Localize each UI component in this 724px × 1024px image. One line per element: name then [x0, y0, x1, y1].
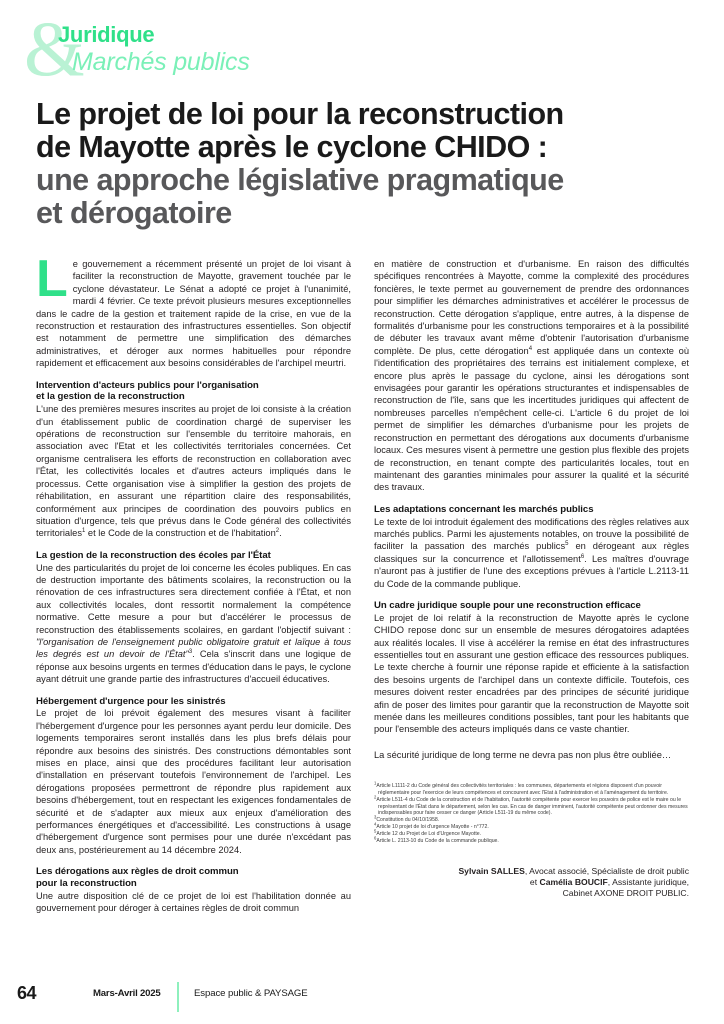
footnote-text: Article 12 du Projet de Loi d'Urgence Mayotte. — [376, 831, 482, 838]
section-heading-4-line-2: pour la reconstruction — [36, 878, 137, 890]
footnote-item — [374, 828, 689, 838]
footnote-text: Constitution du 04/10/1958. — [376, 817, 440, 824]
footnote-text: Article L. 2113-10 du Code de la commande publique. — [376, 838, 499, 845]
ampersand-ornament: & — [24, 5, 85, 92]
signature-firm: Cabinet AXONE DROIT PUBLIC. — [562, 888, 689, 899]
author-name-primary: Sylvain SALLES — [458, 866, 525, 877]
section-2-quote: "l'organisation de l'enseignement public obligatoire gratuit et laïque à tous les degrés est un devoir de l'État" — [36, 636, 351, 660]
footnote-number: 6 — [374, 835, 377, 841]
footnote-number: 5 — [374, 828, 377, 834]
continuation-text-pre: en matière de construction et d'urbanisme. En raison des difficultés spécifiques rencontrées à Mayotte, comme la complexité des procédures foncières, le texte permet au gouvernement de prendre des ordonnances pour simplifier les démarches administratives et accélérer le processus de reconstruction. Cette dérogation s'applique, entre autres, à la dispense de formalités d'urbanisme pour les constructions temporaires et à la possibilité de débuter les travaux avant même d'obtenir l'autorisation d'urbanisme complète. De plus, cette dérogation — [374, 259, 689, 356]
article-column-left — [36, 250, 351, 915]
section-2-body — [36, 562, 351, 686]
footer-divider — [177, 982, 179, 1012]
page-footer — [0, 983, 724, 1024]
footnote-text: Article 10 projet de loi d'urgence Mayotte - n°772. — [376, 824, 489, 831]
page-number: 64 — [17, 983, 37, 1003]
continuation-paragraph — [374, 258, 689, 494]
section-3-body: Le projet de loi prévoit également des mesures visant à faciliter l'hébergement d'urgence pour les personnes ayant perdu leur domicile. Des logements temporaires seront installés dans les plus brefs délais pour répondre aux besoins des sinistrés. Des constructions démontables sont mises en place, ainsi que des procédures facilitant leur autorisation d'installation en préservant toutefois l'environnement de l'archipel. Les dérogations proposées permettront de répondre plus rapidement aux besoins d'hébergement, tout en respectant les exigences fondamentales de sécurité et de s'adapter aux mieux aux enjeux d'amélioration des performances énergétiques et d'accessibilité. Les constructions à usage d'hébergement d'urgence sont permises pour une durée n'excédant pas deux ans, postérieurement au 14 décembre 2024. — [36, 708, 351, 855]
title-line-3: une approche législative pragmatique — [36, 163, 564, 197]
section-5-text-mid: en dérogeant aux règles classiques sur la concurrence et l'allotissement — [374, 541, 689, 564]
magazine-name: Espace public & PAYSAGE — [194, 988, 308, 999]
author-signature — [374, 866, 689, 900]
footnote-number: 1 — [374, 780, 377, 786]
footnote-item — [374, 794, 689, 820]
section-5-text-post: . Les maîtres d'ouvrage n'auront pas à justifier de l'une des exceptions prévues à l'article L.2113-11 du Code de la commande publique. — [374, 553, 690, 589]
footnote-number: 2 — [374, 794, 377, 800]
section-heading-2 — [36, 550, 351, 562]
issue-date: Mars-Avril 2025 — [93, 988, 161, 999]
footnotes-block — [374, 780, 689, 845]
section-heading-5 — [374, 504, 689, 516]
footnote-item — [374, 780, 689, 796]
author-role-primary: , Avocat associé, Spécialiste de droit public — [524, 866, 689, 877]
section-heading-4 — [36, 866, 351, 890]
section-6-body: Le projet de loi relatif à la reconstruction de Mayotte après le cyclone CHIDO repose donc sur un ensemble de mesures dérogatoires adaptées aux réalités locales. Il vise à accélérer la remise en état des infrastructures essentielles tout en assurant une gestion efficace des ressources publiques. Le texte cherche à fournir une réponse rapide et efficiente à la satisfaction des besoins urgents de l'archipel dans un contexte difficile. Toutefois, ces mesures doivent rester encadrées par des principes de sécurité juridique afin de poser des limites pour garantir que la reconstruction de Mayotte soit menée dans les meilleures conditions possibles, tant pour les habitants que pour l'ensemble des acteurs impliqués dans ce vaste chantier. — [374, 612, 689, 735]
signature-line-2 — [374, 877, 689, 888]
rubric-line-juridique: Juridique — [58, 22, 155, 47]
section-4-body: Une autre disposition clé de ce projet de loi est l'habilitation donnée au gouvernement pour déroger à certaines règles de droit commun — [36, 890, 351, 914]
section-1-body — [36, 403, 351, 539]
section-heading-4-line-1: Les dérogations aux règles de droit commun — [36, 866, 239, 878]
section-2-text-pre: Une des particularités du projet de loi concerne les écoles publiques. En cas de destruction importante des bâtiments scolaires, la reconstruction ou la rénovation de ces infrastructures sera directement confiée à l'État, et non aux collectivités locales, dont ressortit normalement la compétence normative. Cette mesure a pour but d'accélérer le processus de reconstruction des établissements scolaires, en gardant l'objectif suivant : — [36, 562, 351, 635]
article-title — [36, 98, 696, 230]
section-heading-3-line-1: Hébergement d'urgence pour les sinistrés — [36, 695, 226, 707]
footnote-ref-4: 4 — [528, 345, 533, 352]
section-1-text-mid: et le Code de la construction et de l'habitation — [85, 528, 276, 539]
footnote-item — [374, 835, 689, 845]
intro-paragraph — [36, 250, 351, 370]
author-role-secondary: , Assistante juridique, — [607, 877, 689, 888]
article-column-right — [374, 258, 689, 900]
section-2-text-post: . Cela s'inscrit dans une logique de réponse aux besoins urgents en termes d'éducation dans le pays, le cyclone ayant détruit une grande partie des infrastructures d'accueil éducatives. — [36, 649, 351, 685]
footnote-number: 4 — [374, 821, 377, 827]
title-line-2: de Mayotte après le cyclone CHIDO : — [36, 130, 548, 164]
footnote-item — [374, 821, 689, 831]
section-heading-2-line-1: La gestion de la reconstruction des écoles par l'État — [36, 549, 271, 561]
section-heading-3 — [36, 696, 351, 708]
intro-text: e gouvernement a récemment présenté un projet de loi visant à faciliter la reconstruction de Mayotte, gravement touchée par le cyclone dévastateur. Le Sénat a adopté ce projet à l'unanimité, mardi 4 février. Ce texte prévoit plusieurs mesures exceptionnelles dans le cadre de la gestion et traitement rapide de la crise, en vue de la reconstruction et restauration des infrastructures essentielles. Son objectif est notamment de permettre une simplification des démarches administratives, et déroger aux normes habituelles pour répondre rapidement et efficacement aux besoins considérables de l'archipel meurtri. — [36, 259, 351, 369]
footnote-ref-2: 2 — [275, 528, 280, 535]
footnote-text: Article L1111-2 du Code général des collectivités territoriales : les communes, départements et régions disposent d'un pouvoir réglementaire pour l'exercice de leurs compétences et concourent avec l'Etat à l'administration et à l'aménagement du territoire. — [376, 783, 669, 796]
section-heading-1-line-2: et la gestion de la reconstruction — [36, 391, 185, 403]
closing-kicker: La sécurité juridique de long terme ne devra pas non plus être oubliée… — [374, 749, 672, 760]
continuation-text-post: est appliquée dans un contexte où l'identification des propriétaires des terrains est initialement complexe, et encore plus après le passage du cyclone, ainsi les dérogations sont envisagées pour garantir les opérations structurantes et indispensables de reconstruction de l'île, sans que les incertitudes juridiques qui affectent de nombreuses parcelles n'empêchent celle-ci. L'article 6 du projet de loi permet de simplifier les démarches d'urbanisme pour les projets de reconstruction en permettant des dérogations aux documents d'urbanisme locaux. Ces mesures visent à permettre une gestion plus flexible des projets de reconstruction, en tenant compte des particularités locales, tout en maintenant des garanties minimales pour assurer la qualité et la sécurité des travaux. — [374, 345, 689, 493]
section-heading-6-line-1: Un cadre juridique souple pour une reconstruction efficace — [374, 599, 641, 611]
footnote-ref-6: 6 — [580, 553, 585, 560]
section-5-body — [374, 516, 689, 590]
section-5-text-pre: Le texte de loi introduit également des modifications des règles relatives aux marchés publics. Parmi les ajustements notables, on trouve la possibilité de faciliter la passation des marchés publics — [374, 516, 689, 552]
footnote-ref-5: 5 — [565, 541, 569, 548]
drop-cap: L — [36, 250, 68, 308]
rubric-line-marches-publics: Marchés publics — [72, 48, 250, 76]
section-1-text-post: . — [279, 528, 282, 539]
section-heading-6 — [374, 600, 689, 612]
author-name-secondary: Camélia BOUCIF — [539, 877, 608, 888]
section-heading-5-line-1: Les adaptations concernant les marchés publics — [374, 503, 594, 515]
title-line-1: Le projet de loi pour la reconstruction — [36, 97, 564, 131]
section-heading-1 — [36, 380, 351, 404]
signature-line-1 — [374, 866, 689, 877]
masthead-rubric — [24, 5, 364, 92]
title-line-4: et dérogatoire — [36, 196, 232, 230]
section-heading-1-line-1: Intervention d'acteurs publics pour l'organisation — [36, 379, 259, 391]
footnote-text: Article L511-4 du Code de la construction et de l'habitation, l'autorité compétente pour exercer les pouvoirs de police est le maire ou le représentant de l'État dans le département, selon les cas. En cas de danger imminent, l'autorité compétente peut ordonner des mesures indispensables pour faire cesser ce danger (Article L511-19 du même code). — [376, 796, 688, 817]
footnote-item — [374, 814, 689, 824]
footnote-ref-3: 3 — [188, 649, 193, 656]
signature-conjunction: et — [529, 877, 540, 888]
footnote-ref-1: 1 — [81, 528, 86, 535]
section-1-text-pre: L'une des premières mesures inscrites au projet de loi consiste à la création d'un établissement public de coordination chargé de superviser les opérations de reconstruction sur l'ensemble du territoire mahorais, en association avec l'Etat et les collectivités territoriales concernées. Cet organisme centralisera les efforts de reconstruction en collaboration avec l'État, les collectivités locales et d'autres acteurs impliqués dans le processus. Cette organisation vise à simplifier la gestion des projets de réhabilitation, en assurant une répartition claire des responsabilités, conformément aux principes de coordination des pouvoirs publics en situation d'urgence, tels que prévus dans le Code général des collectivités territoriales — [36, 404, 351, 539]
footnote-number: 3 — [374, 814, 377, 820]
